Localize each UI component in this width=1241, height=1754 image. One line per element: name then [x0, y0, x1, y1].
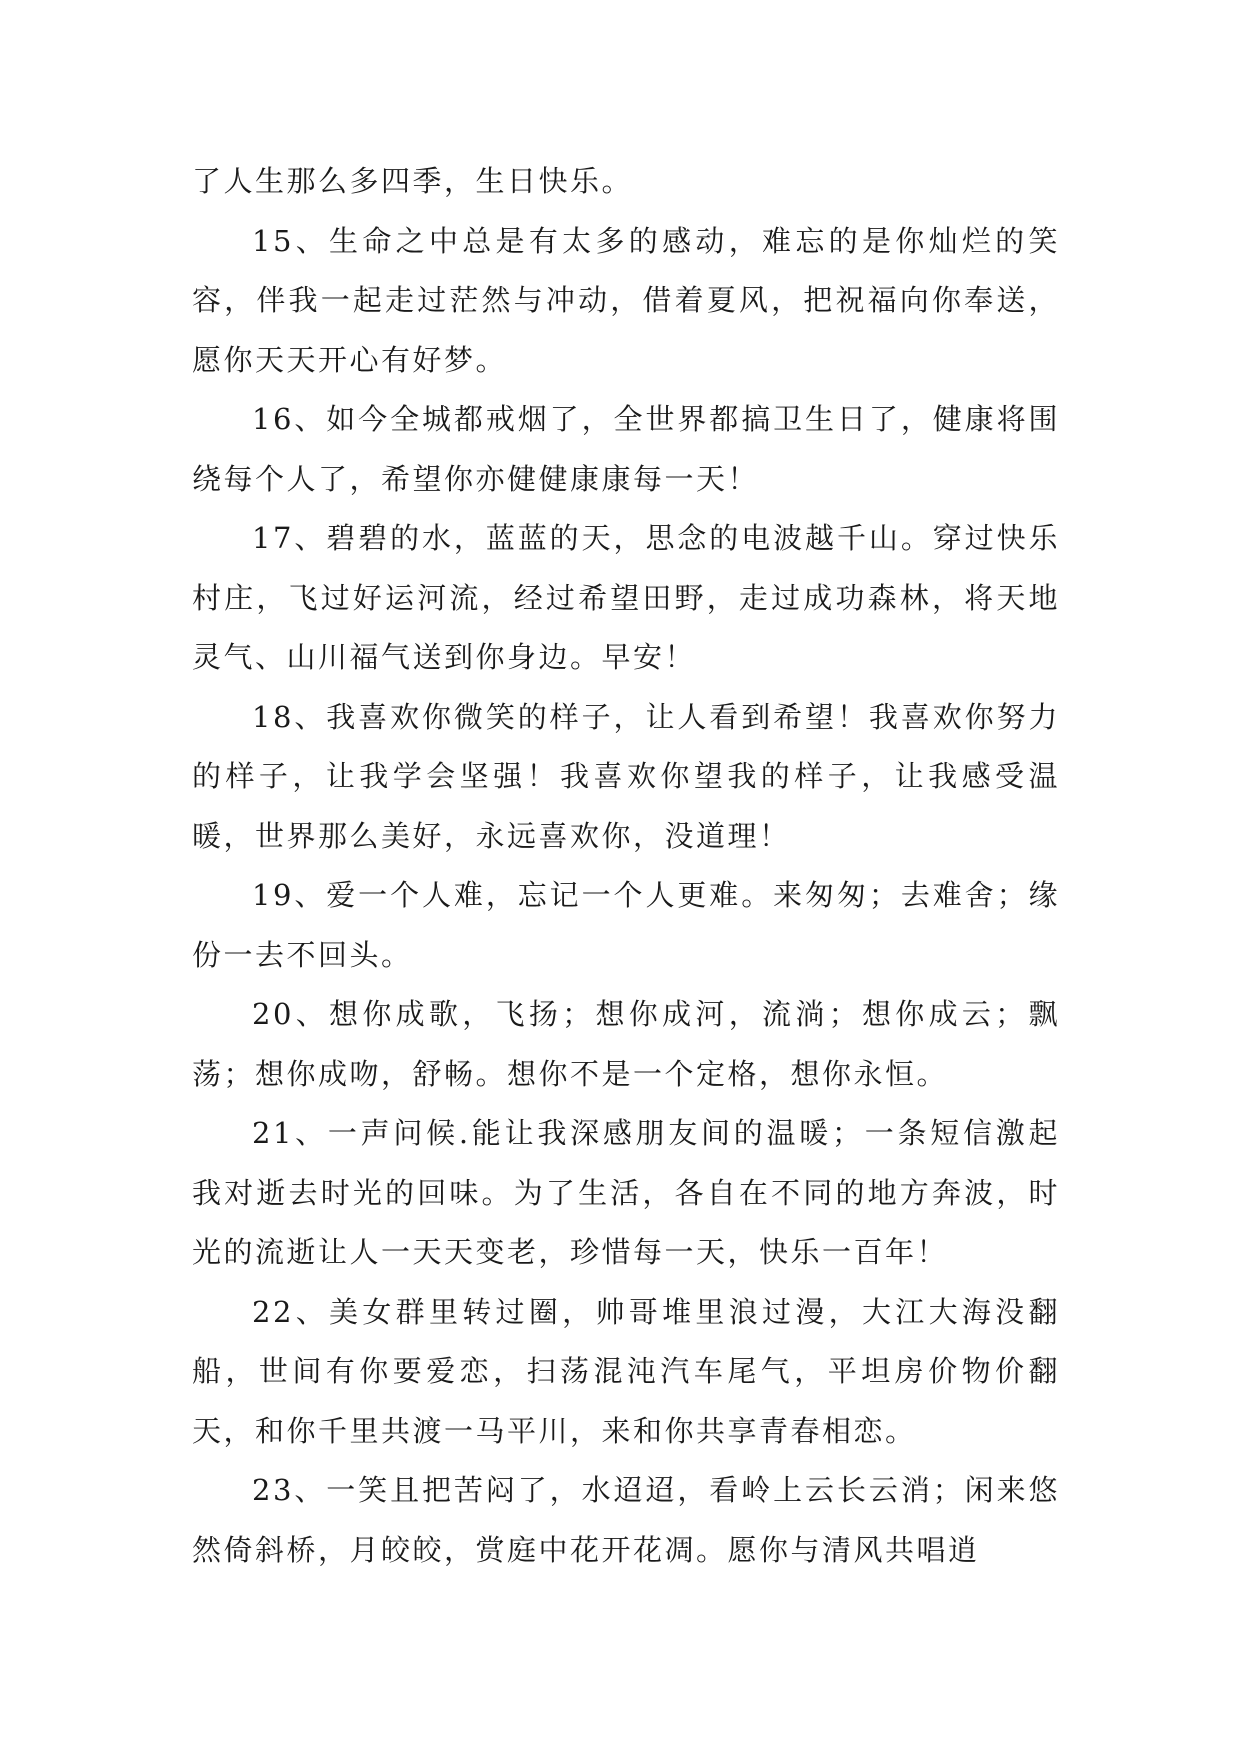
paragraph-18: 18、我喜欢你微笑的样子，让人看到希望！我喜欢你努力的样子，让我学会坚强！我喜欢你望我的样子，让我感受温暖，世界那么美好，永远喜欢你，没道理！	[192, 699, 1060, 853]
paragraph-20: 20、想你成歌，飞扬；想你成河，流淌；想你成云；飘荡；想你成吻，舒畅。想你不是一个定格，想你永恒。	[192, 997, 1060, 1091]
paragraph-17: 17、碧碧的水，蓝蓝的天，思念的电波越千山。穿过快乐村庄，飞过好运河流，经过希望田野，走过成功森林，将天地灵气、山川福气送到你身边。早安！	[192, 521, 1060, 674]
paragraph-16: 16、如今全城都戒烟了，全世界都搞卫生日了，健康将围绕每个人了，希望你亦健健康康每一天！	[192, 402, 1060, 496]
paragraph-19: 19、爱一个人难，忘记一个人更难。来匆匆；去难舍；缘份一去不回头。	[192, 878, 1060, 972]
paragraph-continued: 了人生那么多四季，生日快乐。	[192, 164, 634, 198]
paragraph-23: 23、一笑且把苦闷了，水迢迢，看岭上云长云消；闲来悠然倚斜桥，月皎皎，赏庭中花开花凋。愿你与清风共唱逍	[192, 1473, 1060, 1567]
paragraph-21: 21、一声问候.能让我深感朋友间的温暖；一条短信激起我对逝去时光的回味。为了生活，各自在不同的地方奔波，时光的流逝让人一天天变老，珍惜每一天，快乐一百年！	[192, 1116, 1060, 1269]
paragraph-15: 15、生命之中总是有太多的感动，难忘的是你灿烂的笑容，伴我一起走过茫然与冲动，借着夏风，把祝福向你奉送，愿你天天开心有好梦。	[192, 223, 1060, 377]
paragraph-22: 22、美女群里转过圈，帅哥堆里浪过漫，大江大海没翻船，世间有你要爱恋，扫荡混沌汽车尾气，平坦房价物价翻天，和你千里共渡一马平川，来和你共享青春相恋。	[192, 1294, 1060, 1448]
document-body	[192, 152, 1060, 1580]
